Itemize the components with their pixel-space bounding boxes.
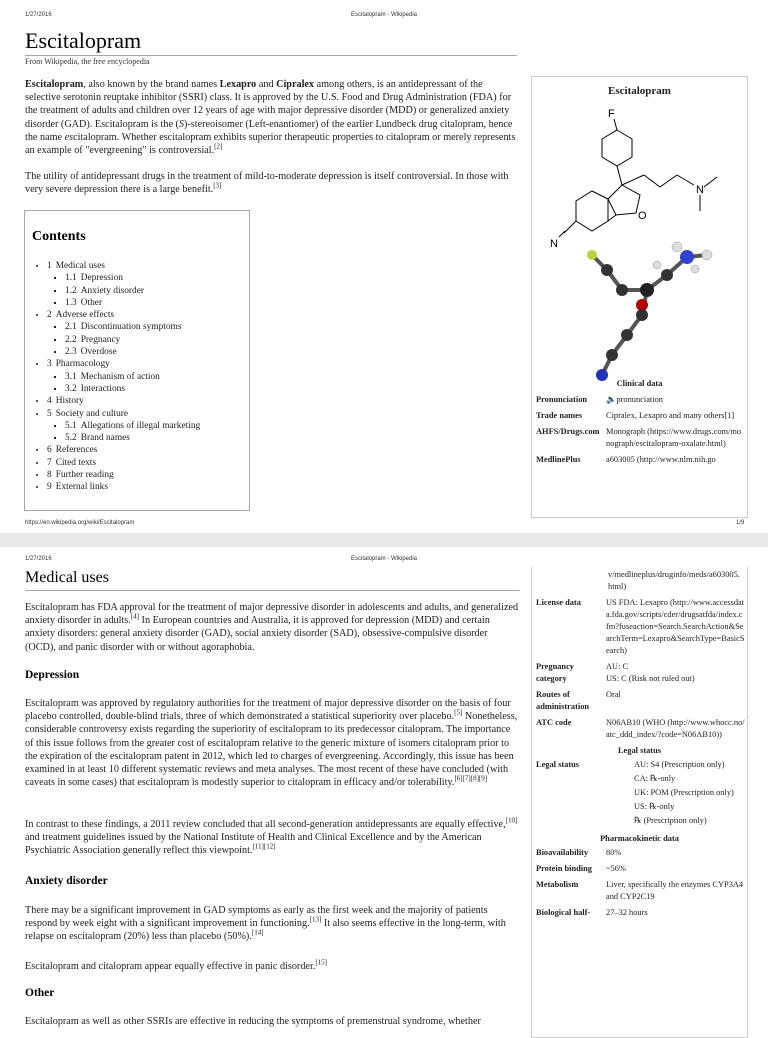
toc-label[interactable]: Overdose bbox=[80, 347, 117, 358]
mol-label-n2: N bbox=[550, 238, 558, 250]
toc-label[interactable]: Discontinuation symptoms bbox=[80, 322, 182, 333]
infobox-rows-2 bbox=[532, 597, 747, 741]
toc-number: 2 bbox=[47, 310, 52, 321]
page1-footer-page: 1/9 bbox=[736, 520, 745, 526]
toc-number: 1.3 bbox=[65, 297, 77, 308]
infobox-row bbox=[532, 907, 747, 919]
toc-item[interactable] bbox=[47, 469, 247, 481]
table-of-contents bbox=[24, 210, 250, 511]
infobox-label: Bioavailability bbox=[536, 848, 589, 857]
infobox-label: License data bbox=[536, 598, 581, 607]
toc-item[interactable] bbox=[47, 457, 247, 469]
toc-number: 1 bbox=[47, 261, 52, 271]
infobox-title: Escitalopram bbox=[608, 85, 671, 97]
toc-item[interactable] bbox=[47, 481, 247, 493]
infobox bbox=[531, 76, 748, 518]
toc-item[interactable] bbox=[47, 309, 247, 358]
infobox-label: Protein binding bbox=[536, 864, 592, 873]
toc-number: 5.2 bbox=[65, 433, 77, 444]
toc-number: 4 bbox=[47, 396, 52, 407]
toc-subitem[interactable] bbox=[65, 371, 247, 383]
infobox-value: 🔈pronunciation bbox=[606, 395, 663, 404]
toc-label[interactable]: Depression bbox=[80, 273, 123, 284]
legal-status-value: AU: S4 (Prescription only) bbox=[634, 760, 725, 769]
heading-underline bbox=[25, 590, 520, 591]
toc-number: 2.2 bbox=[65, 334, 77, 345]
page-break bbox=[0, 533, 768, 547]
toc-label[interactable]: History bbox=[55, 396, 84, 407]
infobox-row bbox=[532, 426, 747, 450]
toc-label[interactable]: Anxiety disorder bbox=[80, 285, 144, 296]
toc-item[interactable] bbox=[47, 358, 247, 395]
toc-item[interactable] bbox=[47, 408, 247, 445]
mol-label-o: O bbox=[638, 210, 647, 222]
toc-number: 2.1 bbox=[65, 322, 77, 333]
infobox-label: Pronunciation bbox=[536, 395, 588, 404]
infobox-label: Metabolism bbox=[536, 880, 579, 889]
intro-paragraph: Escitalopram, also known by the brand names Lexapro and Cipralex among others, is an antidepressant of the selective serotonin reuptake inhibitor (SSRI) class. It is approved by the U.S. Food and Drug Administration (FDA) for the treatment of adults and children over 12 years of age with major depressive disorder (MDD) or generalized anxiety disorder (GAD). Escitalopram is the (S)-stereoisomer (Left-enantiomer) of the earlier Lundbeck drug citalopram, hence the name escitalopram. Whether escitalopram exhibits superior therapeutic properties to citalopram or merely represents an example of "evergreening" is controversial.[2] bbox=[25, 79, 516, 157]
infobox-label: Biological half- bbox=[536, 908, 591, 917]
infobox-row bbox=[532, 661, 747, 685]
infobox-label: MedlinePlus bbox=[536, 455, 581, 464]
heading-anxiety-disorder: Anxiety disorder bbox=[25, 875, 108, 887]
toc-subitem[interactable] bbox=[65, 334, 247, 346]
toc-number: 5 bbox=[47, 408, 52, 419]
toc-label[interactable]: Cited texts bbox=[55, 457, 97, 468]
toc-number: 8 bbox=[47, 470, 52, 481]
toc-number: 1.2 bbox=[65, 285, 77, 296]
infobox-label: Routes of administration bbox=[536, 690, 590, 711]
mol-label-f: F bbox=[608, 108, 615, 120]
toc-label[interactable]: Allegations of illegal marketing bbox=[80, 420, 201, 431]
infobox-value: AU: C US: C (Risk not ruled out) bbox=[606, 662, 695, 683]
infobox-row bbox=[532, 410, 747, 422]
toc-number: 6 bbox=[47, 445, 52, 456]
page1-header-title: Escitalopram - Wikipedia bbox=[350, 12, 418, 18]
legal-status-value: CA: ℞-only bbox=[634, 774, 676, 783]
title-underline bbox=[25, 55, 517, 56]
toc-subitem[interactable] bbox=[65, 272, 247, 284]
infobox-legal-values bbox=[606, 759, 747, 829]
toc-subitem[interactable] bbox=[65, 432, 247, 444]
legal-status-value: UK: POM (Prescription only) bbox=[634, 788, 734, 797]
toc-subitem[interactable] bbox=[65, 297, 247, 309]
legal-status-value: ℞ (Prescription only) bbox=[634, 816, 707, 825]
toc-item[interactable] bbox=[47, 444, 247, 456]
infobox-label: AHFS/Drugs.com bbox=[536, 427, 600, 436]
infobox-row bbox=[532, 454, 747, 466]
toc-label[interactable]: Medical uses bbox=[55, 261, 105, 271]
infobox-row-legal-status bbox=[532, 759, 747, 829]
page2-header-date: 1/27/2016 bbox=[25, 556, 52, 562]
toc-subitem[interactable] bbox=[65, 346, 247, 358]
page2-header-title: Escitalopram - Wikipedia bbox=[350, 556, 418, 562]
infobox-value[interactable]: US FDA: Lexapro (http://www.accessdata.fda.gov/scripts/cder/drugsatfda/index.cfm?fuseaction=Search.SearchAction&SearchTerm=Lexapro&SearchType=BasicSearch) bbox=[606, 598, 745, 655]
utility-paragraph: The utility of antidepressant drugs in the treatment of mild-to-moderate depression is itself controversial. In those with very severe depression there is a large benefit.[3] bbox=[25, 171, 509, 196]
toc-number: 3.1 bbox=[65, 371, 77, 382]
infobox-value: 80% bbox=[606, 848, 622, 857]
infobox-rows bbox=[532, 394, 747, 470]
other-paragraph: Escitalopram as well as other SSRIs are effective in reducing the symptoms of premenstrual syndrome, whether bbox=[25, 1016, 481, 1027]
legal-status-value: US: ℞-only bbox=[634, 802, 675, 811]
page-subtitle: From Wikipedia, the free encyclopedia bbox=[25, 57, 150, 66]
infobox-continued bbox=[531, 567, 748, 1038]
toc-label[interactable]: References bbox=[55, 445, 98, 456]
infobox-value[interactable]: a603005 (http://www.nlm.nih.go bbox=[606, 455, 716, 464]
page1-footer-url[interactable]: https://en.wikipedia.org/wiki/Escitalopram bbox=[25, 520, 135, 526]
depression-paragraph: Escitalopram was approved by regulatory authorities for the treatment of major depressive disorder on the basis of four placebo controlled, double-blind trials, three of which demonstrated a statistical superiority over placebo.[5] Nonetheless, considerable controversy exists regarding the superiority of escitalopram to its predecessor citalopram. The importance of this issue follows from the greater cost of escitalopram relative to the generic mixture of isomers citalopram prior to the expiration of the escitalopram patent in 2012, which led to charges of evergreening. Accordingly, this issue has been examined in at least 10 different systematic reviews and meta analyses. The most recent of these have concluded (with caveats in some cases) that escitalopram is modestly superior to citalopram in efficacy and/or tolerability.[6][7][8][9] bbox=[25, 698, 518, 789]
toc-label[interactable]: Society and culture bbox=[55, 408, 129, 419]
toc-subitem[interactable] bbox=[65, 321, 247, 333]
heading-depression: Depression bbox=[25, 669, 80, 681]
infobox-row bbox=[532, 879, 747, 903]
toc-number: 3 bbox=[47, 359, 52, 370]
infobox-section-legal: Legal status bbox=[617, 746, 662, 755]
anxiety-paragraph-2: Escitalopram and citalopram appear equally effective in panic disorder.[15] bbox=[25, 958, 327, 972]
infobox-label: Trade names bbox=[536, 411, 583, 420]
infobox-value: Oral bbox=[606, 690, 621, 699]
toc-label[interactable]: External links bbox=[55, 482, 109, 493]
depression-paragraph-2: In contrast to these findings, a 2011 review concluded that all second-generation antidepressants are equally effective,[10] and treatment guidelines issued by the National Institute of Health and Clinical Excellence and by the American Psychiatric Association generally reflect this viewpoint.[11][12] bbox=[25, 816, 518, 857]
infobox-row bbox=[532, 597, 747, 657]
infobox-row bbox=[532, 717, 747, 741]
infobox-value: ~56% bbox=[606, 864, 626, 873]
toc-label[interactable]: Other bbox=[80, 297, 103, 308]
toc-number: 7 bbox=[47, 457, 52, 468]
toc-item[interactable] bbox=[47, 395, 247, 407]
page-title: Escitalopram bbox=[25, 28, 142, 53]
toc-number: 5.1 bbox=[65, 420, 77, 431]
page1-header-date: 1/27/2016 bbox=[25, 12, 52, 18]
toc-label[interactable]: Adverse effects bbox=[55, 310, 115, 321]
toc-number: 3.2 bbox=[65, 383, 77, 394]
toc-title: Contents bbox=[32, 229, 86, 244]
toc-label[interactable]: Brand names bbox=[80, 433, 130, 444]
infobox-section-clinical: Clinical data bbox=[616, 379, 663, 388]
infobox-value: 27–32 hours bbox=[606, 908, 648, 917]
infobox-value[interactable]: Monograph (https://www.drugs.com/monograph/escitalopram-oxalate.html) bbox=[606, 427, 742, 448]
medical-uses-paragraph: Escitalopram has FDA approval for the treatment of major depressive disorder in adolescents and adults, and generalized anxiety disorder in adults.[4] In European countries and Australia, it is approved for depression (MDD) and certain anxiety disorders: general anxiety disorder (GAD), social anxiety disorder (SAD), obsessive-compulsive disorder (OCD), and panic disorder with or without agoraphobia. bbox=[25, 602, 519, 653]
molecule-3d-model-image bbox=[577, 235, 717, 385]
mol-label-n1: N bbox=[696, 184, 704, 196]
toc-item[interactable] bbox=[47, 260, 247, 309]
infobox-section-pharmacokinetic: Pharmacokinetic data bbox=[600, 834, 679, 843]
toc-list bbox=[33, 260, 247, 494]
toc-label[interactable]: Pharmacology bbox=[55, 359, 110, 370]
heading-medical-uses: Medical uses bbox=[25, 569, 109, 586]
toc-label[interactable]: Pregnancy bbox=[80, 334, 121, 345]
infobox-row bbox=[532, 863, 747, 875]
infobox-medlineplus-continued[interactable]: v/medlineplus/druginfo/meds/a603005.html) bbox=[608, 570, 740, 591]
toc-subitem[interactable] bbox=[65, 285, 247, 297]
toc-number: 1.1 bbox=[65, 273, 77, 284]
toc-label[interactable]: Further reading bbox=[55, 470, 114, 481]
infobox-row bbox=[532, 394, 747, 406]
toc-number: 2.3 bbox=[65, 347, 77, 358]
infobox-row bbox=[532, 689, 747, 713]
anxiety-paragraph: There may be a significant improvement in GAD symptoms as early as the first week and the majority of patients respond by week eight with a significant improvement in functioning.[13] It also seems effective in the long-term, with relapse on escitalopram (20%) less than placebo (50%).[14] bbox=[25, 905, 506, 943]
heading-other: Other bbox=[25, 987, 55, 999]
infobox-value: Cipralex, Lexapro and many others[1] bbox=[606, 411, 735, 420]
infobox-row bbox=[532, 847, 747, 859]
toc-label[interactable]: Mechanism of action bbox=[80, 371, 160, 382]
toc-subitem[interactable] bbox=[65, 420, 247, 432]
toc-subitem[interactable] bbox=[65, 383, 247, 395]
infobox-value[interactable]: N06AB10 (WHO (http://www.whocc.no/atc_ddd_index/?code=N06AB10)) bbox=[606, 718, 745, 739]
infobox-label: Pregnancy category bbox=[536, 662, 574, 683]
infobox-rows-3 bbox=[532, 847, 747, 919]
toc-number: 9 bbox=[47, 482, 52, 493]
toc-label[interactable]: Interactions bbox=[80, 383, 125, 394]
infobox-value: Liver, specifically the enzymes CYP3A4 and CYP2C19 bbox=[606, 880, 744, 901]
infobox-label: Legal status bbox=[536, 760, 580, 769]
infobox-label: ATC code bbox=[536, 718, 572, 727]
